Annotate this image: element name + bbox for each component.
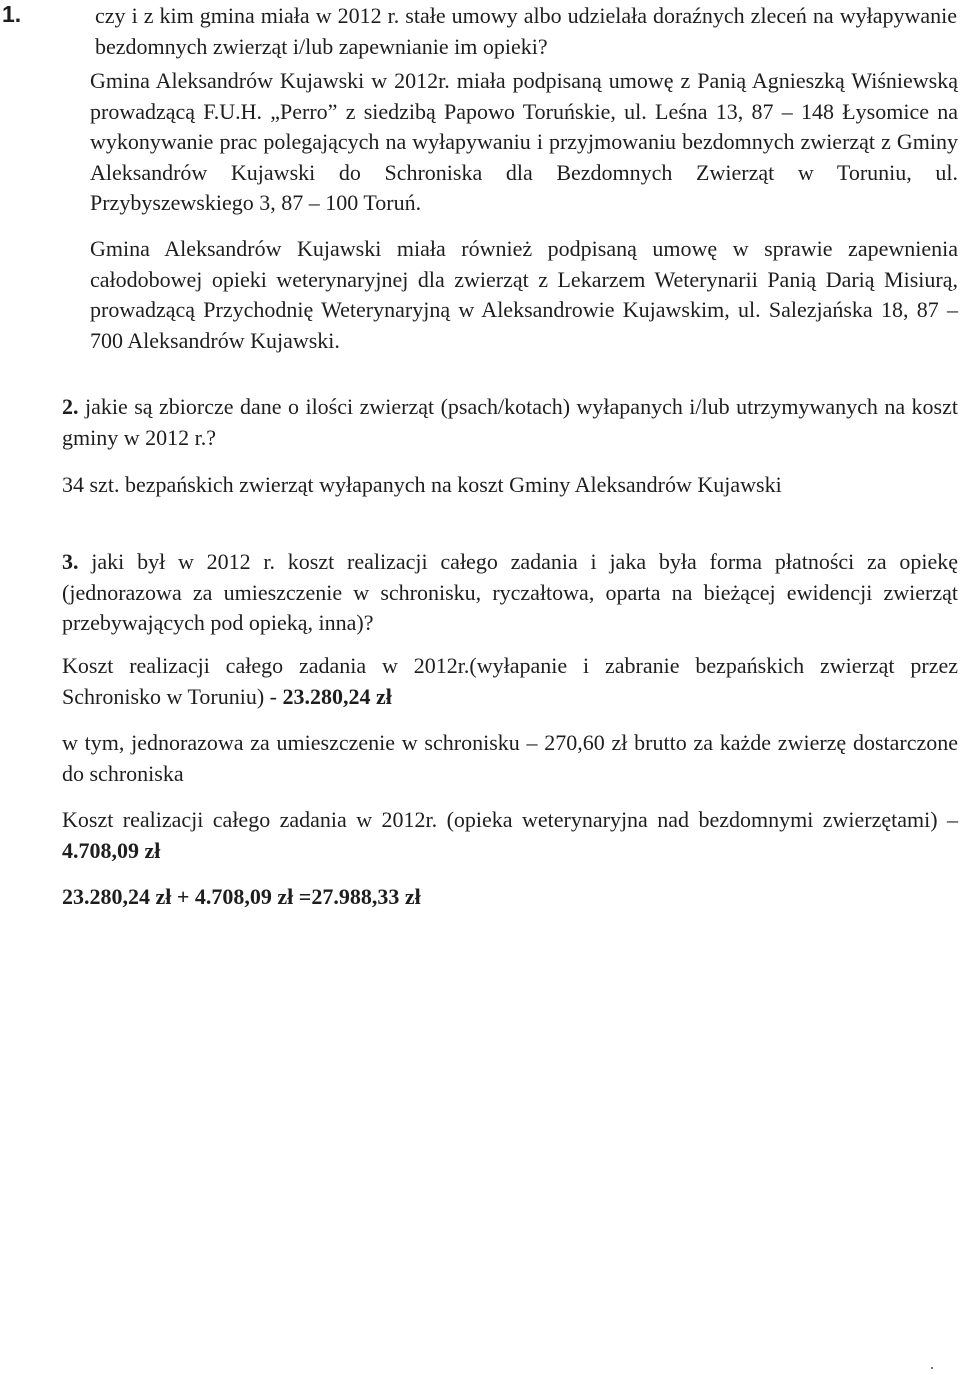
answer-1-paragraph-2: Gmina Aleksandrów Kujawski miała również podpisaną umowę w sprawie zapewnienia całodobowej opieki weterynaryjnej dla zwierząt z Lekarzem Weterynarii Panią Darią Misiurą, prowadzącą Przychodnię Weterynaryjną w Aleksandrowie Kujawskim, ul. Salezjańska 18, 87 – 700 Aleksandrów Kujawski. xyxy=(90,236,958,353)
answer-3-paragraph-2: w tym, jednorazowa za umieszczenie w schronisku – 270,60 zł brutto za każde zwierzę dostarczone do schroniska xyxy=(62,730,958,786)
answer-1-paragraph-1: Gmina Aleksandrów Kujawski w 2012r. miała podpisaną umowę z Panią Agnieszką Wiśniewską prowadzącą F.U.H. „Perro” z siedzibą Papowo Toruńskie, ul. Leśna 13, 87 – 148 Łysomice na wykonywanie prac polegających na wyłapywaniu i przyjmowaniu bezdomnych zwierząt z Gminy Aleksandrów Kujawski do Schroniska dla Bezdomnych Zwierząt w Toruniu, ul. Przybyszewskiego 3, 87 – 100 Toruń. xyxy=(90,68,958,215)
answer-3-paragraph-1 xyxy=(62,651,958,712)
question-1-label: czy i z kim gmina miała w 2012 r. stałe umowy albo udzielała doraźnych zleceń na wyłapywanie bezdomnych zwierząt i/lub zapewnianie im opieki? xyxy=(95,3,957,59)
question-3-number: 3. xyxy=(62,549,79,574)
answer-3-vet-cost-amount: 4.708,09 zł xyxy=(62,837,161,863)
answer-3-cost-text: Koszt realizacji całego zadania w 2012r.(wyłapanie i zabranie bezpańskich zwierząt przez Schronisko w Toruniu) - xyxy=(62,653,958,709)
question-1-number: 1. xyxy=(2,1,22,27)
scan-speck xyxy=(931,1367,933,1369)
question-2-label: jakie są zbiorcze dane o ilości zwierząt (psach/kotach) wyłapanych i/lub utrzymywanych na koszt gminy w 2012 r.? xyxy=(62,394,958,450)
answer-3-cost-amount: 23.280,24 zł xyxy=(282,683,392,709)
answer-3-vet-cost-text: Koszt realizacji całego zadania w 2012r. (opieka weterynaryjna nad bezdomnymi zwierzętami) – xyxy=(62,807,958,832)
question-3-label: jaki był w 2012 r. koszt realizacji całego zadania i jaka była forma płatności za opiekę (jednorazowa za umieszczenie w schronisku, ryczałtowa, oparta na bieżącej ewidencji zwierząt przebywających pod opieką, inna)? xyxy=(62,549,959,635)
total-cost-line: 23.280,24 zł + 4.708,09 zł =27.988,33 zł xyxy=(62,884,421,909)
question-2-number: 2. xyxy=(62,394,79,419)
question-3-text xyxy=(62,547,958,639)
question-1-text xyxy=(95,1,957,62)
answer-3-paragraph-3 xyxy=(62,805,958,866)
question-2-text xyxy=(62,392,958,453)
answer-2-paragraph: 34 szt. bezpańskich zwierząt wyłapanych na koszt Gminy Aleksandrów Kujawski xyxy=(62,472,782,497)
